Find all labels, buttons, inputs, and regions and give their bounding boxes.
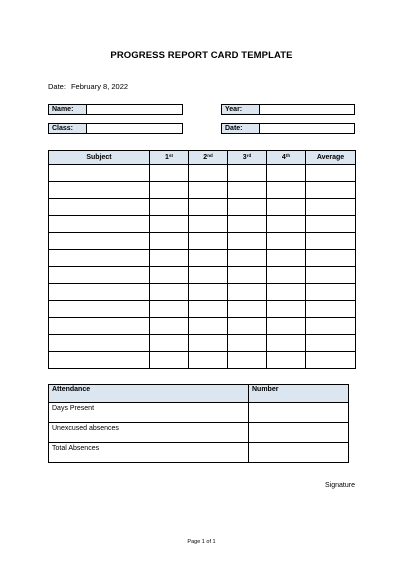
grade-cell[interactable] [150,352,189,369]
grade-cell[interactable] [150,182,189,199]
subject-cell[interactable] [49,267,150,284]
grade-cell[interactable] [189,335,228,352]
grade-cell[interactable] [228,301,267,318]
date-value: February 8, 2022 [70,82,129,91]
average-cell[interactable] [306,335,356,352]
days-present-input[interactable] [249,403,349,423]
average-cell[interactable] [306,301,356,318]
term-1-header: 1st [150,151,189,165]
subject-cell[interactable] [49,199,150,216]
total-absences-label: Total Absences [49,443,249,463]
average-cell[interactable] [306,318,356,335]
grade-cell[interactable] [267,233,306,250]
class-field [48,123,183,134]
average-cell[interactable] [306,165,356,182]
grade-cell[interactable] [150,318,189,335]
date-input[interactable] [260,124,355,134]
date-field-label: Date: [222,124,260,134]
subject-cell[interactable] [49,233,150,250]
grade-cell[interactable] [189,301,228,318]
grade-row [49,216,356,233]
date-label: Date: [48,82,66,91]
average-cell[interactable] [306,182,356,199]
grade-row [49,318,356,335]
grade-cell[interactable] [150,199,189,216]
grade-row [49,284,356,301]
grade-row [49,199,356,216]
attendance-row [49,423,349,443]
grade-cell[interactable] [150,216,189,233]
attendance-row [49,443,349,463]
attendance-header: Attendance [49,385,249,403]
grade-row [49,301,356,318]
average-cell[interactable] [306,233,356,250]
name-field [48,104,183,115]
grades-table [48,150,356,369]
document-title: PROGRESS REPORT CARD TEMPLATE [110,50,293,61]
subject-cell[interactable] [49,182,150,199]
name-label: Name: [49,105,87,115]
number-header: Number [249,385,349,403]
attendance-table [48,384,349,463]
subject-cell[interactable] [49,250,150,267]
grade-cell[interactable] [150,267,189,284]
class-input[interactable] [87,124,183,134]
grade-cell[interactable] [267,267,306,284]
grade-cell[interactable] [228,216,267,233]
subject-cell[interactable] [49,284,150,301]
grade-cell[interactable] [267,284,306,301]
days-present-label: Days Present [49,403,249,423]
grade-cell[interactable] [150,165,189,182]
signature-label: Signature [325,482,355,489]
attendance-row [49,403,349,423]
unexcused-absences-label: Unexcused absences [49,423,249,443]
grade-cell[interactable] [189,352,228,369]
grade-row [49,250,356,267]
term-4-header: 4th [267,151,306,165]
subject-header: Subject [49,151,150,165]
class-label: Class: [49,124,87,134]
grade-row [49,352,356,369]
grade-cell[interactable] [228,335,267,352]
grade-cell[interactable] [189,233,228,250]
grade-row [49,233,356,250]
subject-cell[interactable] [49,301,150,318]
grade-row [49,165,356,182]
grade-row [49,335,356,352]
grade-cell[interactable] [228,352,267,369]
grade-cell[interactable] [150,250,189,267]
grade-cell[interactable] [189,250,228,267]
document-date [48,82,128,91]
name-input[interactable] [87,105,183,115]
grade-cell[interactable] [150,284,189,301]
grade-cell[interactable] [189,199,228,216]
grade-cell[interactable] [150,301,189,318]
grade-cell[interactable] [228,165,267,182]
average-cell[interactable] [306,352,356,369]
year-input[interactable] [260,105,355,115]
grade-cell[interactable] [189,165,228,182]
grade-cell[interactable] [189,267,228,284]
grade-cell[interactable] [189,284,228,301]
grade-cell[interactable] [267,199,306,216]
average-cell[interactable] [306,199,356,216]
average-cell[interactable] [306,216,356,233]
date-field [221,123,355,134]
grade-cell[interactable] [150,335,189,352]
grade-cell[interactable] [267,216,306,233]
subject-cell[interactable] [49,216,150,233]
grade-cell[interactable] [228,233,267,250]
subject-cell[interactable] [49,352,150,369]
year-label: Year: [222,105,260,115]
average-cell[interactable] [306,267,356,284]
average-cell[interactable] [306,284,356,301]
average-cell[interactable] [306,250,356,267]
grade-cell[interactable] [267,250,306,267]
unexcused-absences-input[interactable] [249,423,349,443]
page-footer: Page 1 of 1 [187,539,216,545]
term-3-header: 3rd [228,151,267,165]
grade-cell[interactable] [228,318,267,335]
grade-cell[interactable] [267,318,306,335]
grade-cell[interactable] [189,216,228,233]
subject-cell[interactable] [49,335,150,352]
term-2-header: 2nd [189,151,228,165]
grade-cell[interactable] [267,182,306,199]
subject-cell[interactable] [49,318,150,335]
grade-cell[interactable] [267,352,306,369]
grade-cell[interactable] [228,250,267,267]
grade-cell[interactable] [267,165,306,182]
grade-row [49,182,356,199]
average-header: Average [306,151,356,165]
total-absences-input[interactable] [249,443,349,463]
grade-cell[interactable] [189,182,228,199]
grade-cell[interactable] [267,301,306,318]
subject-cell[interactable] [49,165,150,182]
attendance-header-row [49,385,349,403]
grade-cell[interactable] [228,199,267,216]
year-field [221,104,355,115]
grade-cell[interactable] [267,335,306,352]
grade-cell[interactable] [150,233,189,250]
grade-cell[interactable] [228,284,267,301]
grade-row [49,267,356,284]
grade-cell[interactable] [228,182,267,199]
grades-header-row [49,151,356,165]
grade-cell[interactable] [189,318,228,335]
grade-cell[interactable] [228,267,267,284]
